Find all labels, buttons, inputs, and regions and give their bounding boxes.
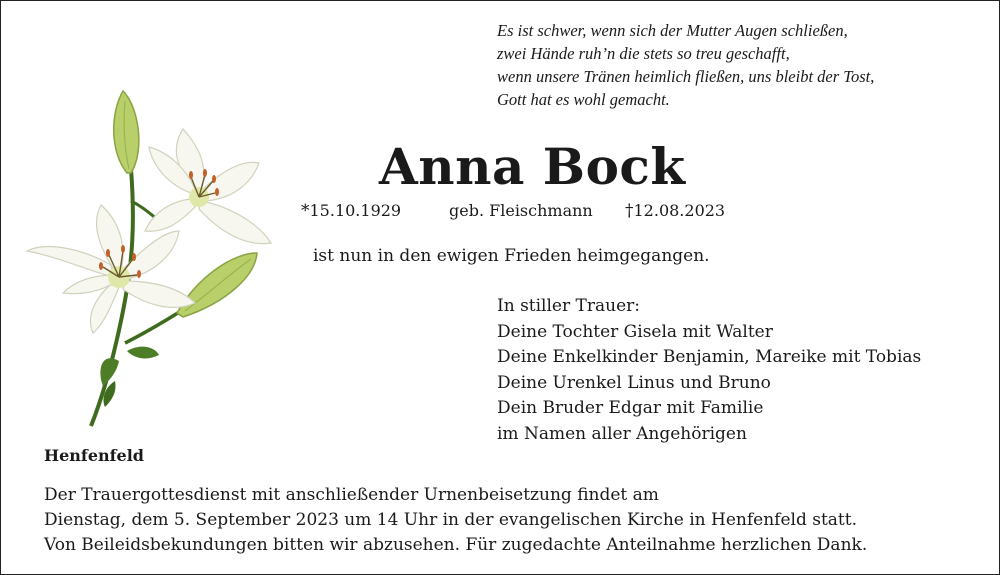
service-line: Dienstag, dem 5. September 2023 um 14 Uhr in der evangelischen Kirche in Henfenfeld statt.: [44, 510, 857, 530]
poem-line: Gott hat es wohl gemacht.: [497, 90, 670, 109]
poem-line: zwei Hände ruh’n die stets so treu geschafft,: [497, 44, 790, 63]
service-line: Der Trauergottesdienst mit anschließender Urnenbeisetzung findet am: [44, 485, 659, 505]
cross-icon: †: [625, 201, 634, 221]
birth-star-icon: *: [301, 201, 310, 221]
service-details: [44, 483, 867, 558]
poem: [497, 19, 874, 111]
birth-date-value: 15.10.1929: [309, 201, 402, 220]
deceased-name: Anna Bock: [379, 137, 686, 196]
mourner-line: Deine Tochter Gisela mit Walter: [497, 321, 773, 342]
poem-line: wenn unsere Tränen heimlich fließen, uns bleibt der Tost,: [497, 67, 875, 86]
maiden-name: geb. Fleischmann: [449, 201, 593, 220]
mourner-line: Deine Enkelkinder Benjamin, Mareike mit Tobias: [497, 347, 922, 367]
service-line: Von Beileidsbekundungen bitten wir abzusehen. Für zugedachte Anteilnahme herzlichen Dank.: [44, 535, 868, 555]
death-date: [625, 201, 725, 221]
mourner-line: Dein Bruder Edgar mit Familie: [497, 398, 764, 418]
birth-date: [301, 201, 401, 221]
place-name: Henfenfeld: [44, 446, 144, 465]
poem-line: Es ist schwer, wenn sich der Mutter Augen schließen,: [497, 21, 848, 40]
death-date-value: 12.08.2023: [633, 201, 726, 220]
mourners-heading: In stiller Trauer:: [497, 296, 640, 316]
mourner-line: im Namen aller Angehörigen: [497, 423, 747, 444]
passing-statement: ist nun in den ewigen Frieden heimgegangen.: [313, 246, 710, 266]
mourner-line: Deine Urenkel Linus und Bruno: [497, 372, 771, 393]
mourners-list: [497, 294, 921, 447]
lily-flower-icon: [19, 81, 279, 431]
